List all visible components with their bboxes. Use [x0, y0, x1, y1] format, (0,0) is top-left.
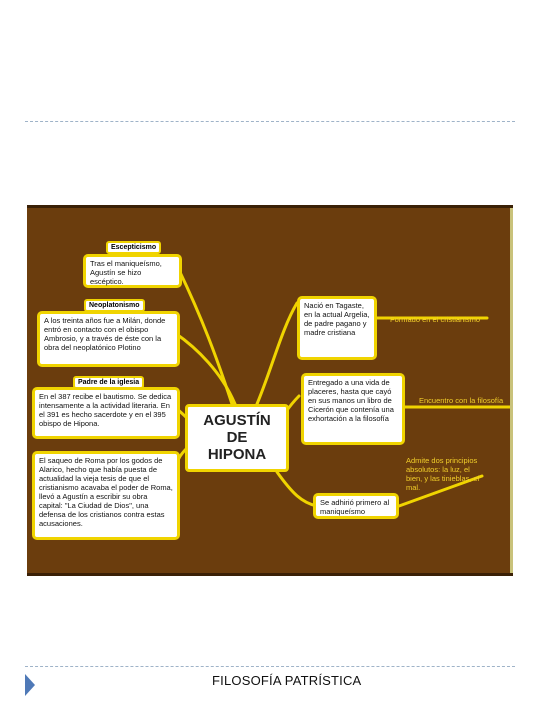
footer-arrow-icon	[25, 674, 35, 696]
connector-maniqueismo	[277, 472, 317, 506]
connector-neoplatonismo	[175, 333, 235, 404]
node-saqueo-roma: El saqueo de Roma por los godos de Alarico, hecho que había puesta de actualidad la vieja tesis de que el cristianismo acavaba el poder de Roma, llevó a Agustín a escribir su obra capital: "La Ciudad de Dios", una defensa de los cristianos contra estas acusaciones.	[32, 451, 180, 540]
tag-neoplatonismo: Neoplatonismo	[84, 299, 145, 312]
node-neoplatonismo: A los treinta años fue a Milán, donde entró en contacto con el obispo Ambrosio, y a través de éste con la obra del neoplatónico Plotino	[37, 311, 180, 367]
node-entregado: Entregado a una vida de placeres, hasta que cayó en sus manos un libro de Cicerón que contenía una exhortación a la filosofía	[301, 373, 405, 445]
slide-footer-title: FILOSOFÍA PATRÍSTICA	[212, 673, 362, 688]
mind-map	[27, 205, 513, 576]
link-formado-cristianismo: Formado en el cristianismo	[390, 315, 481, 324]
node-maniqueismo: Se adhirió primero al maniqueísmo	[313, 493, 399, 519]
central-node	[185, 404, 289, 472]
central-title-line1: AGUSTÍN	[203, 412, 271, 429]
link-encuentro-filosofia: Encuentro con la filosofía	[419, 396, 504, 405]
node-padre-iglesia: En el 387 recibe el bautismo. Se dedica intensamente a la actividad literaria. En el 391 es hecho sacerdote y en el 395 obispo de Hipona.	[32, 387, 180, 439]
node-nacio: Nació en Tagaste, en la actual Argelia, de padre pagano y madre cristiana	[297, 296, 377, 360]
connector-nacio	[257, 303, 297, 404]
link-admite-principios: Admite dos principios absolutos: la luz, el bien, y las tinieblas, el mal.	[406, 456, 480, 492]
tag-padre-iglesia: Padre de la iglesia	[73, 376, 144, 389]
bottom-divider	[25, 666, 515, 667]
top-divider	[25, 121, 515, 122]
central-title-line2: DE	[226, 429, 248, 446]
tag-escepticismo: Escepticismo	[106, 241, 161, 254]
node-escepticismo: Tras el maniqueísmo, Agustín se hizo escéptico.	[83, 254, 182, 288]
central-title-line3: HIPONA	[207, 446, 267, 463]
